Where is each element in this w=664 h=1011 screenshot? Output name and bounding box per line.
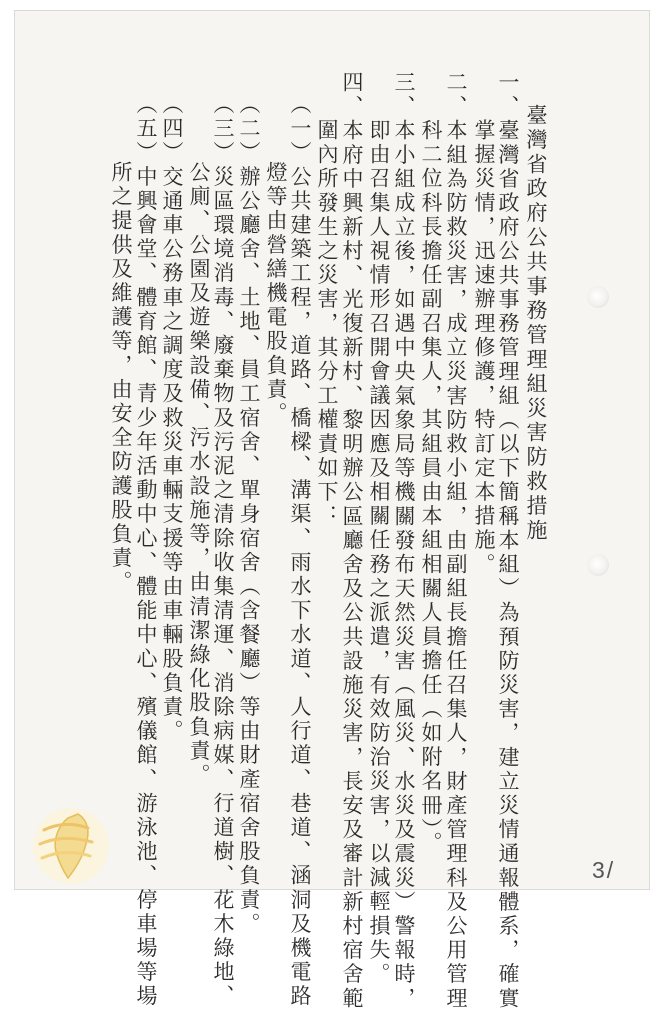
document-title: 臺灣省政府公共事務管理組災害防救措施 (524, 104, 548, 544)
paragraph-4-line-1: 四、本府中興新村、光復新村、黎明辦公區廳舍及公共設施災害，長安及審計新村宿舍範 (340, 71, 364, 1011)
document-page (14, 10, 650, 1011)
item-4-line-1: （四）交通車公務車之調度及救災車輛支援等由車輛股負責。 (160, 93, 184, 744)
item-1-line-2: 燈等由營繕機電股負責。 (264, 161, 288, 427)
paragraph-3-line-2: 即由召集人視情形召開會議因應及相關任務之派遣，有效防治災害，以減輕損失。 (367, 119, 391, 987)
item-3-line-1: （三）災區環境消毒、廢棄物及污泥之清除收集清運、消除病媒、行道樹、花木綠地、 (211, 93, 235, 1009)
item-3-line-2: 公廁、公園及遊樂設備、污水設施等，由清潔綠化股負責。 (187, 161, 211, 788)
taiwan-archive-logo-icon (26, 800, 116, 890)
paragraph-3-line-1: 三、本小組成立後，如遇中央氣象局等機關發布天然災害（風災、水災及震災）警報時， (392, 71, 416, 1011)
item-2-line-1: （二）辦公廳舍、土地、員工宿舍、單身宿舍（含餐廳）等由財產宿舍股負責。 (237, 93, 261, 937)
paragraph-1-line-1: 一、臺灣省政府公共事務管理組（以下簡稱本組）為預防災害，建立災情通報體系，確實 (496, 71, 520, 1011)
paragraph-2-line-1: 二、本組為防救災害，成立災害防救小組，由副組長擔任召集人，財產管理科及公用管理 (444, 71, 468, 1011)
paragraph-2-line-2: 科二位科長擔任副召集人，其組員由本組相關人員擔任（如附名冊）。 (419, 119, 443, 856)
paragraph-1-line-2: 掌握災情，迅速辦理修護，特訂定本措施。 (472, 119, 496, 577)
item-5-line-2: 所之提供及維護等，由安全防護股負責。 (109, 161, 133, 595)
item-5-line-1: （五）中興會堂、體育館、青少年活動中心、體能中心、殯儀館、游泳池、停車場等場 (134, 93, 158, 1009)
paragraph-4-line-2: 圍內所發生之災害，其分工權責如下： (315, 119, 339, 529)
item-1-line-1: （一）公共建築工程，道路、橋樑、溝渠、雨水下水道、人行道、巷道、涵洞及機電路 (288, 93, 312, 1009)
page-number: 3/ (592, 857, 616, 883)
punch-hole-top (587, 286, 609, 308)
punch-hole-bottom (587, 554, 609, 576)
